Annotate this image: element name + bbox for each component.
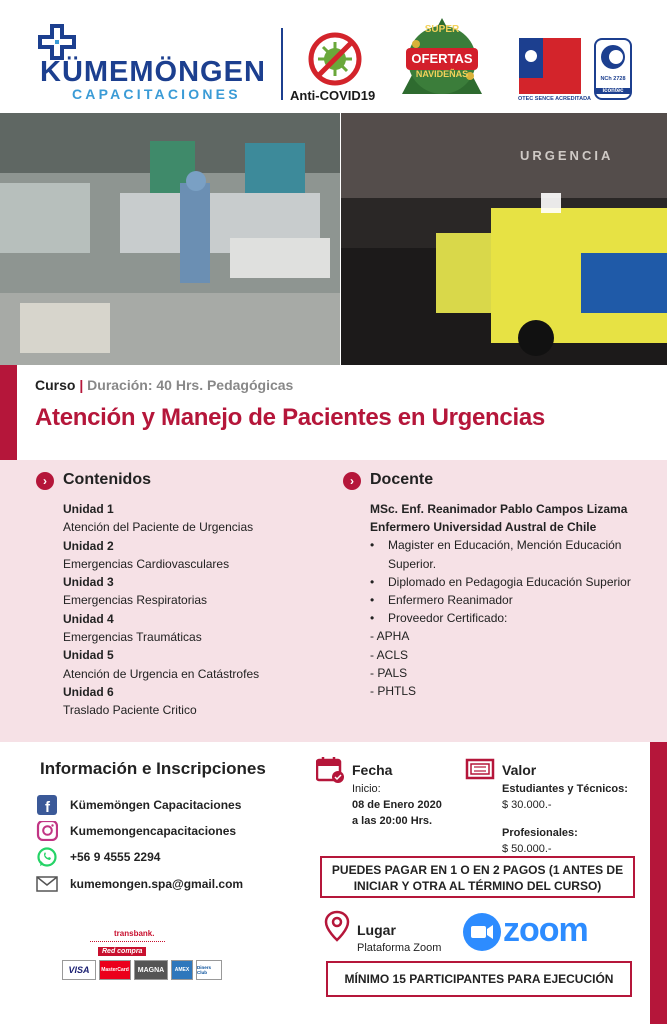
unit-title: Unidad 6 [63, 684, 114, 699]
course-separator: | [79, 377, 84, 393]
unit-title: Unidad 2 [63, 538, 114, 553]
transbank-logo: transbank. [114, 929, 155, 938]
chevron-right-icon: › [343, 472, 361, 490]
docente-bullet [370, 573, 660, 591]
email-contact[interactable] [36, 874, 243, 894]
fecha-line1: Inicio: [352, 783, 381, 795]
fecha-details [352, 781, 442, 829]
right-accent-bar [650, 742, 667, 1024]
urgencia-sign: URGENCIA [520, 148, 614, 163]
whatsapp-icon [36, 847, 58, 867]
email-icon [36, 874, 58, 894]
docente-role: Enfermero Universidad Austral de Chile [370, 520, 597, 535]
unit-description: Traslado Paciente Critico [63, 703, 197, 718]
lugar-title: Lugar [357, 922, 396, 938]
unit-description: Atención del Paciente de Urgencias [63, 520, 254, 535]
valor-label-professionals: Profesionales: [502, 827, 578, 839]
docente-bullets [370, 536, 660, 627]
docente-name: MSc. Enf. Reanimador Pablo Campos Lizama [370, 502, 628, 516]
valor-details [502, 781, 628, 857]
course-label: Curso [35, 377, 76, 393]
anti-covid-icon [308, 32, 362, 86]
contenidos-title: Contenidos [63, 471, 151, 488]
unit-description: Atención de Urgencia en Catástrofes [63, 666, 260, 681]
docente-bullet-text: Diplomado en Pedagogia Educación Superior [388, 574, 631, 589]
docente-info [370, 500, 660, 700]
minimum-participants-note: MÍNIMO 15 PARTICIPANTES PARA EJECUCIÓN [326, 961, 632, 997]
docente-title: Docente [370, 471, 434, 488]
promo-line2: OFERTAS [411, 51, 473, 66]
unit-description: Emergencias Cardiovasculares [63, 556, 230, 571]
unit-title: Unidad 3 [63, 575, 114, 590]
bullet-icon: • [370, 574, 375, 589]
icontec-label: icontec [596, 88, 630, 94]
payment-cards [62, 960, 222, 980]
brand-subtitle: CAPACITACIONES [72, 86, 241, 102]
location-pin-icon [324, 910, 350, 942]
chevron-right-icon: › [36, 472, 54, 490]
docente-bullet-text: Proveedor Certificado: [388, 611, 508, 626]
valor-label-students: Estudiantes y Técnicos: [502, 783, 628, 795]
header-divider [281, 28, 283, 100]
docente-bullet-text: Enfermero Reanimador [388, 593, 513, 608]
transbank-divider [90, 941, 165, 942]
hospital-ward-photo [0, 113, 340, 365]
whatsapp-contact[interactable] [36, 847, 160, 867]
icontec-certification-badge [594, 38, 632, 100]
visa-card-icon: VISA [62, 960, 96, 980]
unit-title: Unidad 1 [63, 502, 114, 516]
left-accent-bar [0, 365, 17, 460]
course-meta [35, 377, 293, 393]
info-title: Información e Inscripciones [40, 759, 266, 778]
amex-card-icon: AMEX [171, 960, 193, 980]
bullet-icon: • [370, 611, 375, 626]
facebook-contact[interactable] [36, 795, 241, 815]
docente-bullet [370, 536, 660, 572]
docente-bullet-text: Magister en Educación, Mención Educación Superior. [388, 538, 622, 571]
facebook-icon [36, 795, 58, 815]
unit-list [63, 500, 259, 720]
docente-cert: - PHTLS [370, 684, 417, 699]
zoom-logo-icon [462, 912, 502, 952]
calendar-icon [316, 756, 346, 784]
docente-bullet [370, 609, 660, 627]
docente-cert: - PALS [370, 665, 408, 680]
unit-description: Emergencias Respiratorias [63, 593, 208, 608]
instagram-icon [36, 821, 58, 841]
valor-title: Valor [502, 762, 537, 778]
fecha-title: Fecha [352, 762, 393, 778]
mastercard-icon: MasterCard [99, 960, 131, 980]
anti-covid-label: Anti-COVID19 [290, 88, 376, 103]
ticket-icon [465, 758, 495, 782]
magna-card-icon: MAGNA [134, 960, 168, 980]
docente-certs [370, 627, 660, 700]
course-title: Atención y Manejo de Pacientes en Urgencias [35, 404, 545, 431]
unit-description: Emergencias Traumáticas [63, 630, 202, 645]
bullet-icon: • [370, 593, 375, 608]
course-duration: Duración: 40 Hrs. Pedagógicas [87, 377, 294, 393]
instagram-handle: Kumemongencapacitaciones [70, 824, 237, 838]
promo-line3: NAVIDEÑAS [415, 69, 469, 79]
icontec-logo-icon [596, 42, 630, 72]
zoom-wordmark: zoom [503, 911, 588, 949]
docente-cert: - ACLS [370, 647, 409, 662]
docente-cert: - APHA [370, 629, 410, 644]
lugar-text: Plataforma Zoom [357, 942, 442, 954]
whatsapp-number: +56 9 4555 2294 [70, 850, 161, 864]
facebook-name: Kümemöngen Capacitaciones [70, 798, 242, 812]
sence-label: OTEC SENCE ACREDITADA [518, 96, 592, 102]
emergency-entrance-photo [341, 113, 667, 365]
unit-title: Unidad 5 [63, 648, 114, 663]
unit-title: Unidad 4 [63, 611, 114, 626]
header [0, 0, 667, 113]
svg-text:f: f [45, 799, 50, 815]
instagram-contact[interactable] [36, 821, 236, 841]
redcompra-logo: Red compra [98, 947, 146, 956]
docente-bullet [370, 591, 660, 609]
nch-label: NCh 2728 [600, 76, 626, 82]
bullet-icon: • [370, 538, 375, 553]
promo-line1: SUPER [424, 24, 460, 35]
email-address: kumemongen.spa@gmail.com [70, 877, 244, 891]
valor-price-professionals: $ 50.000.- [502, 843, 552, 855]
fecha-time: a las 20:00 Hrs. [352, 815, 433, 827]
sence-government-logo-icon [519, 38, 581, 94]
valor-price-students: $ 30.000.- [502, 799, 552, 811]
payment-note: PUEDES PAGAR EN 1 O EN 2 PAGOS (1 ANTES DE INICIAR Y OTRA AL TÉRMINO DEL CURSO) [320, 856, 635, 898]
diners-card-icon: Diners Club [196, 960, 222, 980]
fecha-date: 08 de Enero 2020 [352, 799, 442, 811]
brand-name: KÜMEMÖNGEN [40, 56, 266, 88]
